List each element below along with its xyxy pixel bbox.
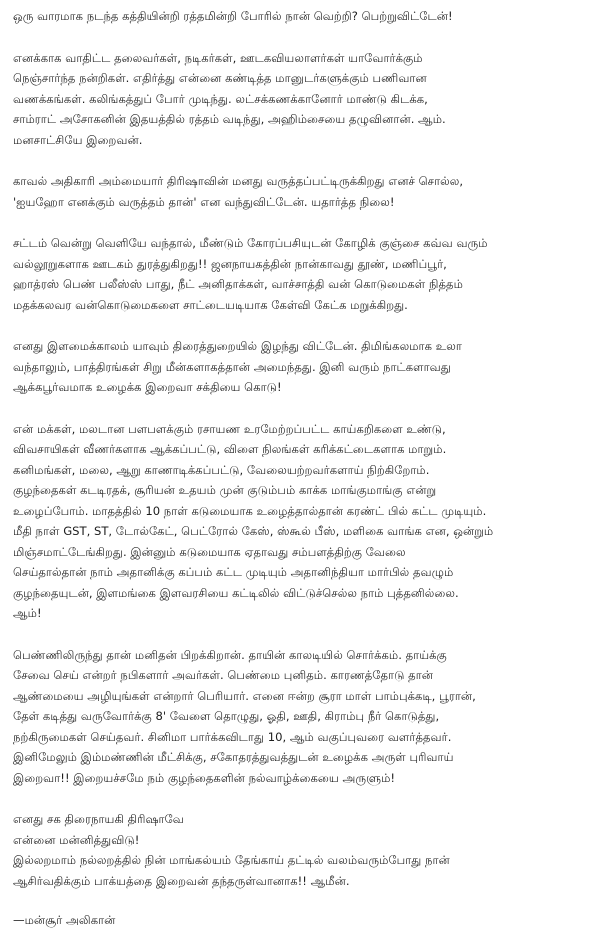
text-line: சட்டம் வென்று வெளியே வந்தால், மீண்டும் கோரப்பசியுடன் கோழிக் குஞ்சை கவ்வ வரும் — [13, 236, 488, 250]
text-line: கனிமங்கள், மலை, ஆறு காணாடிக்கப்பட்டு, வேலையற்றவர்களாய் நிற்கிறோம். — [13, 462, 430, 477]
paragraph-media — [13, 233, 579, 315]
text-line: ஒரு வாரமாக நடந்த கத்தியின்றி ரத்தமின்றி போரில் நான் வெற்றி? பெற்றுவிட்டேன்! — [13, 9, 453, 23]
text-line: எனது இளமைக்காலம் யாவும் திரைத்துறையில் இழந்து விட்டேன். திமிங்கலமாக உலா — [13, 339, 462, 353]
text-line: வந்தாலும், பாத்திரங்கள் சிறு மீன்களாகத்தான் அமைந்தது. இனி வரும் நாட்களாவது — [13, 359, 451, 374]
text-line: உழைப்போம். மாதத்தில் 10 நாள் கடுமையாக உழைத்தால்தான் கரண்ட் பில் கட்ட முடியும். — [13, 503, 487, 518]
text-line: நற்கிருமைகள் செய்தவர். சினிமா பார்க்கவிடாது 10, ஆம் வகுப்புவரை வளர்த்தவர். — [13, 729, 452, 744]
text-line: வல்லூறுகளாக ஊடகம் துரத்துகிறது!! ஜனநாயகத்தின் நான்காவது தூண், மணிப்பூர், — [13, 256, 447, 271]
paragraph-thanks — [13, 48, 579, 151]
signature — [13, 910, 579, 931]
text-line: இனிமேலும் இம்மண்ணின் மீட்சிக்கு, சகோதரத்துவத்துடன் உழைக்க அருள் புரிவாய் — [13, 750, 454, 764]
text-line: செய்தால்தான் நாம் அதானிக்கு கப்பம் கட்ட முடியும் அதானிந்தியா மார்பில் தவழும் — [13, 565, 454, 579]
text-line: எனக்காக வாதிட்ட தலைவர்கள், நடிகர்கள், ஊடகவியலாளர்கள் யாவோர்க்கும் — [13, 50, 423, 65]
text-line: பெண்ணிலிருந்து தான் மனிதன் பிறக்கிறான். தாயின் காலடியில் சொர்க்கம். தாய்க்கு — [13, 647, 447, 662]
text-line: விவசாயிகள் வீணர்களாக ஆக்கப்பட்டு, விளை நிலங்கள் கரிக்கட்டைகளாக மாறும். — [13, 442, 447, 456]
text-line: மதக்கலவர வன்கொடுமைகளை சாட்டையடியாக கேள்வி கேட்க மறுக்கிறது. — [13, 297, 408, 312]
text-line: தேள் கடித்து வருவோர்க்கு 8' வேளை தொழுது, ஓதி, ஊதி, கிராம்பு நீர் கொடுத்து, — [13, 709, 440, 723]
text-line: இறைவா!! இறையச்சமே நம் குழந்தைகளின் நல்வாழ்க்கையை அருளும்! — [13, 770, 396, 785]
text-line: மீதி நாள் GST, ST, டோல்கேட், பெட்ரோல் கேஸ், ஸ்கூல் பீஸ், மளிகை வாங்க என, ஒன்றும் — [13, 524, 494, 538]
signature-line: —மன்சூர் அலிகான் — [13, 913, 116, 927]
text-line: வணக்கங்கள். கலிங்கத்துப் போர் முடிந்து. லட்சக்கணக்கானோர் மாண்டு கிடக்க, — [13, 91, 428, 106]
text-line: மனசாட்சியே இறைவன். — [13, 132, 143, 147]
text-line: காவல் அதிகாரி அம்மையார் திரிஷாவின் மனது வருத்தப்பட்டிருக்கிறது எனச் சொல்ல, — [13, 174, 464, 188]
paragraph-apology — [13, 809, 579, 891]
text-line: மிஞ்சமாட்டேங்கிறது. இன்னும் கடுமையாக ஏதாவது சம்பளத்திற்கு வேலை — [13, 544, 406, 559]
text-line: குழந்தைகள் கடடிரதக், சூரியன் உதயம் முன் குடும்பம் காக்க மாங்குமாங்கு என்று — [13, 483, 437, 497]
paragraph-intro — [13, 6, 579, 27]
text-line: ஹாத்ரஸ் பெண் பலீஸ்ஸ் பாது, நீட் அனிதாக்கள், வாச்சாத்தி வன் கொடுமைகள் நித்தம் — [13, 277, 463, 291]
text-line: என் மக்கள், மலடான பளபளக்கும் ரசாயண உரமேற்றப்பட்ட காய்கறிகளை உண்டு, — [13, 421, 446, 436]
text-line: 'ஐயஹோ எனக்கும் வருத்தம் தான்' என வந்துவிட்டேன். யதார்த்த நிலை! — [13, 194, 395, 209]
paragraph-youth — [13, 336, 579, 398]
text-line: நெஞ்சார்ந்த நன்றிகள். எதிர்த்து என்னை கண்டித்த மானுடர்களுக்கும் பணிவான — [13, 71, 427, 85]
paragraph-people — [13, 419, 579, 624]
text-line: என்னை மன்னித்துவிடு! — [13, 832, 140, 847]
text-line: இல்லறமாம் நல்லறத்தில் நின் மாங்கல்யம் தேங்காய் தட்டில் வலம்வரும்போது நான் — [13, 853, 450, 867]
paragraph-regret — [13, 171, 579, 212]
text-line: குழந்தையுடன், இளமங்கை இளவரசியை கட்டிலில் விட்டுச்செல்ல நாம் புத்தனில்லை. — [13, 585, 459, 600]
text-line: சேவை செய் என்றர் நபிகளார் அவர்கள். பெண்மை புனிதம். காரணத்தோடு தான் — [13, 668, 434, 682]
text-line: எனது சக திரைநாயகி திரிஷாவே — [13, 812, 184, 826]
text-line: ஆசிர்வதிக்கும் பாக்யத்தை இறைவன் தந்தருள்வானாக!! ஆமீன். — [13, 873, 350, 888]
statement-document — [13, 6, 579, 952]
text-line: ஆண்மையை அழியுங்கள் என்றார் பெரியார். எனை ஈன்ற சூரா மாள் பாம்புக்கடி, பூரான், — [13, 688, 476, 703]
paragraph-women — [13, 645, 579, 789]
text-line: ஆக்கபூர்வமாக உழைக்க இறைவா சக்தியை கொடு! — [13, 380, 282, 394]
text-line: சாம்ராட் அசோகனின் இதயத்தில் ரத்தம் வடிந்து, அஹிம்சையை தழுவினான். ஆம். — [13, 112, 446, 126]
text-line: ஆம்! — [13, 606, 42, 620]
